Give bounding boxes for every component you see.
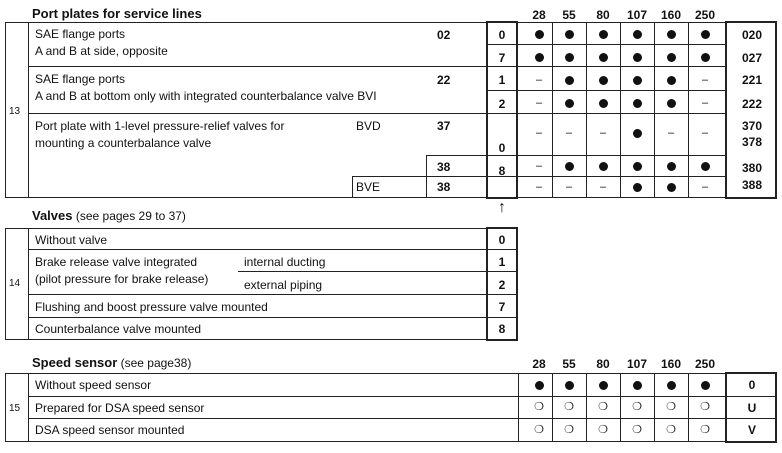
availability-dot <box>667 53 676 62</box>
size-header: 80 <box>596 357 610 371</box>
row-code: 22 <box>437 73 451 87</box>
speed-sensor-title: Speed sensor <box>32 355 118 370</box>
rule <box>28 249 488 250</box>
availability-dot <box>599 30 608 39</box>
rule <box>5 339 488 340</box>
rule <box>518 373 519 442</box>
rule <box>5 22 6 198</box>
availability-dot <box>633 53 642 62</box>
not-available-dash: – <box>565 181 573 193</box>
subcode: 8 <box>498 164 506 178</box>
availability-dot <box>633 162 642 171</box>
row-code: 02 <box>437 28 451 42</box>
availability-dot <box>633 99 642 108</box>
size-header: 55 <box>562 357 576 371</box>
availability-dot <box>535 53 544 62</box>
availability-dot <box>633 129 642 138</box>
valve-desc: Counterbalance valve mounted <box>35 322 202 336</box>
option-circle: ❍ <box>700 401 710 413</box>
result-code: 370 <box>741 119 763 133</box>
not-available-dash: – <box>667 127 675 139</box>
rule <box>654 373 655 442</box>
result-code: 388 <box>741 178 763 192</box>
rule <box>5 22 727 23</box>
option-circle: ❍ <box>598 424 608 436</box>
rule <box>28 317 488 318</box>
not-available-dash: – <box>535 181 543 193</box>
valve-desc: (pilot pressure for brake release) <box>35 272 209 286</box>
row-desc: SAE flange ports <box>35 72 126 86</box>
rule <box>688 373 689 442</box>
option-circle: ❍ <box>534 401 544 413</box>
rule <box>620 373 621 442</box>
subcode: 1 <box>498 73 506 87</box>
option-circle: ❍ <box>564 424 574 436</box>
valve-code: 7 <box>498 300 506 314</box>
row-desc: Port plate with 1-level pressure-relief valves for <box>35 119 285 133</box>
valve-desc: Brake release valve integrated <box>35 255 198 269</box>
availability-dot <box>599 381 608 390</box>
size-header: 107 <box>626 357 648 371</box>
availability-dot <box>599 76 608 85</box>
bvd-label: BVD <box>356 119 381 133</box>
availability-dot <box>633 183 642 192</box>
speed-sensor-heading <box>32 356 191 370</box>
valves-note: (see pages 29 to 37) <box>75 209 186 223</box>
availability-dot <box>701 53 710 62</box>
result-code: 380 <box>741 161 763 175</box>
row-desc: A and B at side, opposite <box>35 44 168 58</box>
rule <box>486 294 518 295</box>
not-available-dash: – <box>535 127 543 139</box>
speed-sensor-note: (see page38) <box>120 356 192 370</box>
not-available-dash: – <box>599 127 607 139</box>
row-desc: A and B at bottom only with integrated counterbalance valve BVI <box>35 89 377 103</box>
subcode: 7 <box>498 51 506 65</box>
sensor-desc: Without speed sensor <box>35 378 152 392</box>
rule <box>654 22 655 198</box>
result-code: 222 <box>741 97 763 111</box>
availability-dot <box>565 53 574 62</box>
size-header: 28 <box>532 8 546 22</box>
availability-dot <box>535 30 544 39</box>
rule <box>352 176 727 177</box>
subcode: 0 <box>498 141 506 155</box>
not-available-dash: – <box>535 160 543 172</box>
availability-dot <box>565 162 574 171</box>
rule <box>5 441 727 442</box>
rule <box>28 373 29 442</box>
rule <box>486 44 727 45</box>
row-code: 38 <box>437 160 451 174</box>
size-header: 250 <box>694 8 716 22</box>
row-code: 38 <box>437 180 451 194</box>
sensor-desc: DSA speed sensor mounted <box>35 423 185 437</box>
not-available-dash: – <box>565 127 573 139</box>
valves-heading <box>32 209 186 223</box>
rule <box>486 249 518 250</box>
rule <box>426 155 727 156</box>
size-header: 55 <box>562 8 576 22</box>
option-circle: ❍ <box>632 424 642 436</box>
availability-dot <box>667 183 676 192</box>
rule <box>586 22 587 198</box>
availability-dot <box>599 162 608 171</box>
sensor-desc: Prepared for DSA speed sensor <box>35 401 205 415</box>
rule <box>486 271 518 272</box>
valve-option: internal ducting <box>244 255 326 269</box>
valve-code: 8 <box>498 322 506 336</box>
rule <box>5 228 488 229</box>
valve-desc: Flushing and boost pressure valve mounted <box>35 300 268 314</box>
rule <box>28 418 727 419</box>
availability-dot <box>633 30 642 39</box>
rule <box>486 90 727 91</box>
sensor-code: U <box>747 401 757 415</box>
not-available-dash: – <box>535 74 543 86</box>
bve-label: BVE <box>356 180 381 194</box>
valve-code: 2 <box>498 278 506 292</box>
availability-dot <box>599 99 608 108</box>
sensor-code: V <box>747 423 756 437</box>
availability-dot <box>599 53 608 62</box>
result-code: 221 <box>741 73 763 87</box>
up-arrow-icon: ↑ <box>498 199 506 216</box>
row-code: 37 <box>437 119 451 133</box>
rule <box>5 197 727 198</box>
result-code: 027 <box>741 51 763 65</box>
availability-dot <box>565 30 574 39</box>
availability-dot <box>667 381 676 390</box>
not-available-dash: – <box>701 74 709 86</box>
option-circle: ❍ <box>666 401 676 413</box>
port-plates-title: Port plates for service lines <box>32 6 202 21</box>
rule <box>552 22 553 198</box>
rule <box>426 155 427 198</box>
rule <box>725 396 777 397</box>
result-code: 378 <box>741 135 763 149</box>
availability-dot <box>667 162 676 171</box>
rule <box>352 176 353 198</box>
rule <box>552 373 553 442</box>
availability-dot <box>701 30 710 39</box>
option-circle: ❍ <box>666 424 676 436</box>
size-header: 160 <box>660 357 682 371</box>
availability-dot <box>633 76 642 85</box>
availability-dot <box>701 162 710 171</box>
not-available-dash: – <box>701 127 709 139</box>
size-header: 160 <box>660 8 682 22</box>
rule <box>5 373 727 374</box>
size-header: 250 <box>694 357 716 371</box>
availability-dot <box>633 381 642 390</box>
row-desc: mounting a counterbalance valve <box>35 136 212 150</box>
valve-option: external piping <box>244 278 323 292</box>
option-circle: ❍ <box>632 401 642 413</box>
rule <box>486 317 518 318</box>
valve-code: 1 <box>498 255 506 269</box>
size-header: 28 <box>532 357 546 371</box>
size-header: 107 <box>626 8 648 22</box>
rule <box>238 271 488 272</box>
not-available-dash: – <box>701 97 709 109</box>
row-desc: SAE flange ports <box>35 27 126 41</box>
valve-desc: Without valve <box>35 233 108 247</box>
rule <box>688 22 689 198</box>
option-circle: ❍ <box>700 424 710 436</box>
rule <box>28 396 727 397</box>
availability-dot <box>565 381 574 390</box>
rule <box>28 22 29 198</box>
valves-title: Valves <box>32 208 73 223</box>
rule <box>620 22 621 198</box>
rule <box>28 228 29 340</box>
availability-dot <box>701 381 710 390</box>
section-number: 13 <box>9 106 21 117</box>
option-circle: ❍ <box>534 424 544 436</box>
rule <box>5 373 6 442</box>
subcode: 0 <box>498 28 506 42</box>
section-number: 14 <box>9 278 21 289</box>
availability-dot <box>535 381 544 390</box>
result-code: 020 <box>741 28 763 42</box>
rule <box>28 66 727 67</box>
sensor-code: 0 <box>748 378 756 392</box>
option-circle: ❍ <box>564 401 574 413</box>
availability-dot <box>667 99 676 108</box>
section-number: 15 <box>9 403 21 414</box>
not-available-dash: – <box>535 97 543 109</box>
option-circle: ❍ <box>598 401 608 413</box>
rule <box>725 418 777 419</box>
not-available-dash: – <box>701 181 709 193</box>
rule <box>5 228 6 340</box>
subcode: 2 <box>498 97 506 111</box>
availability-dot <box>667 30 676 39</box>
rule <box>28 113 727 114</box>
valve-code: 0 <box>498 233 506 247</box>
size-header: 80 <box>596 8 610 22</box>
availability-dot <box>667 76 676 85</box>
availability-dot <box>565 99 574 108</box>
not-available-dash: – <box>599 181 607 193</box>
rule <box>28 294 488 295</box>
rule <box>586 373 587 442</box>
availability-dot <box>565 76 574 85</box>
